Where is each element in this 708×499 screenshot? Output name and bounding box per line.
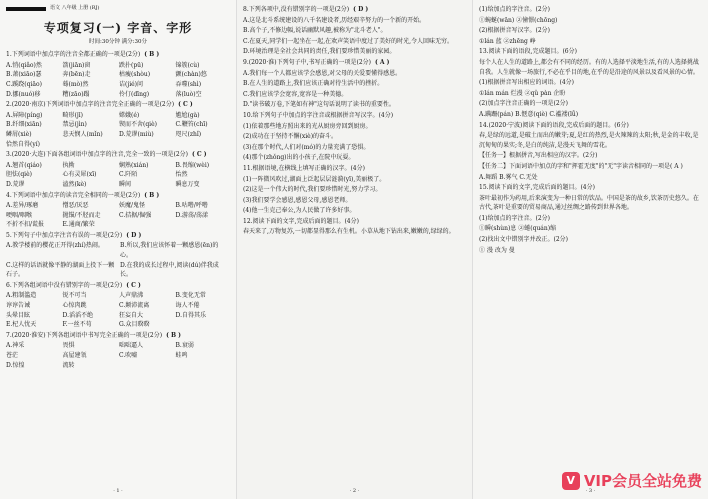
option-item: 狂妄自大: [119, 311, 144, 319]
option-item: 不折不扣/谎报: [6, 221, 45, 229]
header-text: 语文 八年级 上册 (RJ): [50, 5, 100, 12]
option-item: 诲人不倦: [175, 302, 200, 310]
option-item: E.通商/繁荣: [62, 221, 95, 229]
question-item: [6, 50, 230, 60]
question-item: [479, 162, 702, 172]
option-item: A.悄(qiǎo)然: [6, 61, 42, 69]
page-number: · 1 ·: [113, 488, 123, 495]
question-item: [479, 224, 702, 234]
question-stem: ①瞬(shùn)息 ②蜷(quán)缩: [479, 225, 557, 233]
question-stem: 春天来了,万物复苏,一切都显得那么有生机。小草从地下钻出来,嫩嫩的,绿绿的。: [243, 228, 455, 236]
question-item: [6, 331, 230, 341]
question-item: [243, 185, 466, 195]
question-item: [479, 26, 702, 36]
watermark-label: VIP会员全站免费: [583, 472, 702, 490]
question-item: [479, 5, 702, 15]
option-item: B.所以,我们应该怀着一颗感恩(ēn)的心。: [120, 242, 219, 260]
option-item: 瞬息万变: [175, 180, 200, 188]
option-item: D.滔滔不绝: [62, 311, 94, 319]
question-stem: ①蜿蜒(wān) ②憧憬(chōng): [479, 16, 558, 24]
question-list: [6, 50, 230, 370]
page-number: · 3 ·: [585, 488, 596, 495]
question-item: [479, 47, 702, 57]
question-stem: 12.阅读下面的文字,完成后面的题目。(4分): [243, 217, 359, 225]
question-item: [479, 58, 702, 77]
question-item: [6, 191, 230, 201]
option-item: 娴熟(xián): [119, 161, 149, 169]
option-item: A.屏障(píng): [6, 111, 43, 119]
question-stem: A.舞蹈 B.雾气 C.无处: [479, 173, 538, 181]
question-list: [243, 5, 466, 237]
question-stem: 7.(2020·淮安)下列各组词语中书写完全正确的一项是(2分): [6, 331, 163, 339]
question-item: [479, 89, 702, 99]
question-item: [479, 151, 702, 161]
question-stem: (3)在那个时代,人们对(mó)的力量充满了恐惧。: [243, 143, 370, 151]
option-item: 高屋建瓴: [62, 352, 87, 359]
vip-icon: V: [562, 472, 580, 490]
option-item: 咄咄逼人: [119, 342, 144, 350]
question-stem: (4)那个(zhǒng)出的小孩子,在院中玩耍。: [243, 154, 355, 162]
question-stem: ① 漫 改为 曼: [479, 246, 515, 254]
option-grid: [6, 201, 230, 230]
question-item: [479, 183, 702, 193]
answer-mark: ( D ): [353, 6, 369, 13]
question-stem: ①lán 蓝 ②zhēng 峥: [479, 37, 536, 45]
option-item: C.拮据/倔强: [119, 211, 152, 219]
question-stem: ①lán mán 烂漫 ②qǔ pàn 企盼: [479, 89, 566, 97]
option-item: D.挪(nuó)移: [6, 90, 41, 98]
option-grid: [6, 241, 230, 279]
option-item: 枯瘦(shòu): [119, 71, 151, 79]
option-item: C.颠沛流离: [119, 302, 150, 310]
option-item: 锐不可当: [62, 292, 87, 300]
option-item: 心惊肉跳: [62, 302, 87, 310]
question-item: [243, 175, 466, 185]
exam-meta: 时间:30分钟 满分:30分: [89, 38, 147, 45]
question-item: [243, 37, 466, 47]
answer-mark: ( C ): [192, 151, 207, 159]
question-stem: B.高个子,不修边幅,说话幽默风趣,被称为"北斗老人"。: [243, 27, 387, 35]
question-stem: D.环境治理是全社会共同的责任,我们要珍惜美丽的家园。: [243, 48, 396, 56]
option-item: C.鞭笞(chī): [175, 121, 208, 129]
question-item: [479, 78, 702, 88]
question-item: [6, 150, 230, 160]
option-item: 跌扑(pū): [119, 61, 144, 69]
question-stem: (1)依着那些地方照出来的光从厨房旁回到厨房。: [243, 122, 372, 130]
title-box: [6, 21, 230, 35]
question-stem: 14.(2020·宁波)阅读下面的语段,完成后面的题目。(6分): [479, 121, 629, 129]
question-stem: (2)加点字注音正确的一项是(2分): [479, 100, 568, 108]
page-number: · 2 ·: [349, 488, 360, 495]
question-item: [243, 227, 466, 237]
option-item: 嫦娥(é): [119, 111, 140, 119]
option-item: 怡然: [175, 171, 188, 179]
option-item: D.荒谬: [6, 180, 25, 188]
question-stem: A.我们每一个人都应该学会感恩,对父母的关爱要懂得感恩。: [243, 69, 402, 77]
answer-mark: ( B ): [166, 331, 182, 339]
option-item: D.在我的成长过程中,阅读(dú)伴我成长。: [120, 261, 219, 279]
question-item: [243, 79, 466, 89]
option-item: 流转: [62, 361, 75, 369]
option-item: 吞噬(shì): [175, 80, 202, 88]
question-item: [243, 143, 466, 153]
question-item: [479, 246, 702, 256]
option-item: 悲天悯人(mǐn): [62, 130, 103, 138]
option-item: 苍茫: [6, 352, 19, 359]
option-grid: [6, 341, 230, 370]
question-stem: 6.下列各组词语中没有错别字的一项是(2分): [6, 281, 123, 289]
option-item: D.惊惶: [6, 361, 25, 369]
question-item: [243, 132, 466, 142]
question-stem: (1)一阵微风吹过,湖面上泛起层层涟漪(yī),美丽极了。: [243, 175, 386, 183]
question-item: [6, 100, 230, 110]
option-item: 抛锚/不胫而走: [62, 211, 101, 219]
page-header: [6, 4, 230, 14]
option-item: G.众目睽睽: [119, 321, 150, 329]
answer-mark: ( A ): [375, 58, 390, 66]
question-stem: (2)成功在于坚持不懈(xiè)的奋斗。: [243, 133, 338, 141]
question-item: [243, 47, 466, 57]
question-item: [479, 121, 702, 131]
option-grid: [6, 111, 230, 149]
question-item: [243, 100, 466, 110]
question-stem: A.这是北斗系统建设的八千名建设者,历经艰辛努力的一个新的开始。: [243, 16, 426, 24]
question-stem: 茶叶最初作为药用,后来演变为一种日常的饮品。中国是茶的故乡,饮茶历史悠久。在古代,茶叶是重要的贸易商品,通过丝绸之路传到世界各地。: [479, 194, 699, 212]
page-column-2: [236, 0, 472, 499]
question-item: [479, 99, 702, 109]
option-item: A.翘首(qiáo): [6, 161, 42, 169]
question-item: [479, 37, 702, 47]
question-stem: (3)我们要学会感恩,感恩父母,感恩老师。: [243, 196, 352, 204]
option-item: A.神采: [6, 342, 25, 350]
question-stem: 10.给下列句子中加点的字注音或根据拼音写汉字。(4分): [243, 111, 394, 119]
page-title: 专项复习(一) 字音、字形: [43, 21, 193, 35]
question-stem: 11.根据语境,在横线上填写正确的汉字。(4分): [243, 164, 365, 172]
option-item: B.衰弱: [175, 342, 194, 350]
question-item: [243, 122, 466, 132]
question-stem: (1)根据拼音写出相应的词语。(4分): [479, 79, 574, 87]
option-grid: [6, 61, 230, 99]
question-stem: 每个人在人生的道路上,都会有不同的经历。有的人选择平淡地生活,有的人选择挑战自我。人生就像一场旅行,不必在乎目的地,在乎的是沿途的风景以及看风景的心情。: [479, 58, 699, 76]
question-stem: 3.(2020·大连)下面各组词语中加点字的注音,完全一致的一项是(2分): [6, 151, 188, 159]
option-item: B.纤细(xiān): [6, 121, 42, 129]
option-item: 蓦(mò)然: [62, 80, 89, 88]
question-stem: 【任务一】根据拼音,写出相应的汉字。(2分): [479, 152, 598, 160]
option-item: D.自得其乐: [175, 311, 207, 319]
option-item: 锦簇(cù): [175, 61, 200, 69]
option-item: D.游荡/荡漾: [175, 211, 209, 219]
option-item: 人声鼎沸: [119, 292, 144, 300]
question-stem: (2)这是一个伟大的时代,我们要珍惜时光,努力学习。: [243, 186, 382, 194]
option-item: 胆怯(qiè): [6, 171, 32, 179]
question-item: [243, 16, 466, 26]
option-item: 尴尬(gà): [175, 111, 200, 119]
option-item: 糟(zāo)蹋: [62, 90, 90, 98]
question-stem: (2)找出文中错别字并改正。(2分): [479, 236, 568, 244]
question-stem: (1)给加点的字注音。(2分): [479, 6, 550, 13]
answer-mark: ( B ): [144, 51, 160, 59]
question-stem: C.我们应该学会宽容,宽容是一种美德。: [243, 90, 348, 98]
option-item: A.教学楼前的樱花正开得(zhí)热闹。: [6, 242, 104, 250]
option-item: 伶仃(dīng): [119, 90, 150, 98]
option-grid: [6, 161, 230, 190]
option-item: B.变化无常: [175, 292, 206, 300]
question-item: [479, 16, 702, 26]
option-item: B.咕噜/呼噜: [175, 202, 208, 210]
option-item: 落(luò)空: [175, 90, 202, 98]
option-item: 谆谆告诫: [6, 302, 31, 310]
option-item: E.杞人忧天: [6, 321, 37, 329]
question-item: [479, 194, 702, 213]
question-item: [243, 217, 466, 227]
question-list: [479, 5, 702, 255]
question-item: [243, 196, 466, 206]
question-item: [6, 281, 230, 291]
question-item: [243, 90, 466, 100]
question-stem: B.在人生的道路上,我们应该正确对待生活中的挫折。: [243, 80, 384, 88]
question-item: [479, 131, 702, 150]
question-stem: 5.下列句子中加点字注音有误的一项是(2分): [6, 231, 123, 239]
option-item: 哽咽/咽喉: [6, 211, 33, 219]
question-item: [243, 111, 466, 121]
option-item: 咫尺(zhǐ): [175, 130, 202, 138]
option-item: 禁忌(jìn): [62, 121, 87, 129]
question-item: [243, 164, 466, 174]
answer-mark: ( C ): [126, 281, 141, 289]
question-item: [6, 231, 230, 241]
option-item: C.吹嘘: [119, 352, 138, 359]
question-item: [479, 235, 702, 245]
question-stem: 13.阅读下面的语段,完成题目。(6分): [479, 48, 577, 56]
option-item: 执拗: [62, 161, 75, 169]
answer-mark: ( B ): [144, 191, 160, 199]
question-stem: 4.下列词语中加点字的读音完全相同的一项是(2分): [6, 191, 141, 199]
question-stem: 2.(2020·南京)下列词语中加点字的注音完全正确的一项是(2分): [6, 101, 175, 109]
question-stem: A.蹒跚(pán) B.惬意(qiè) C.褴褛(lǚ): [479, 110, 579, 118]
option-item: F.一丝不苟: [62, 321, 92, 329]
option-item: C.蹊跷(qiāo): [6, 80, 42, 88]
option-item: 箭(jiān)窗: [62, 61, 91, 69]
option-item: B.畏缩(wèi): [175, 161, 210, 169]
question-stem: D."读书破万卷,下笔如有神"这句话说明了读书的重要性。: [243, 101, 395, 109]
vip-watermark[interactable]: [562, 470, 702, 491]
option-item: 锲而不舍(qiè): [119, 121, 157, 129]
option-item: A.差异/琢磨: [6, 202, 39, 210]
question-item: [243, 26, 466, 36]
question-stem: 15.阅读下面的文字,完成后面的题目。(4分): [479, 184, 595, 192]
question-item: [479, 214, 702, 224]
option-item: 头晕目眩: [6, 311, 31, 319]
option-item: A.粗制滥造: [6, 292, 37, 300]
option-item: 蛙鸣: [175, 352, 188, 359]
question-item: [479, 110, 702, 120]
question-stem: 9.(2020·淮)下列句子中,书写正确的一项是(2分): [243, 58, 371, 66]
option-item: 恰然自得(yí): [6, 140, 40, 148]
question-stem: (2)根据拼音写汉字。(2分): [479, 27, 550, 35]
question-item: [479, 173, 702, 183]
question-item: [243, 5, 466, 15]
question-stem: 1.下列词语中加点字的注音全都正确的一项是(2分): [6, 51, 141, 59]
answer-mark: ( D ): [126, 231, 142, 239]
option-item: C.阡陌: [119, 171, 138, 179]
question-item: [243, 58, 466, 68]
option-item: 溘然(kè): [62, 180, 87, 188]
page-column-1: [0, 0, 236, 499]
question-stem: C.在夏天,同学们一起坐在一起,在欢声笑语中度过了美好的时光,令人回味无穷。: [243, 37, 454, 45]
page-column-3: [472, 0, 708, 499]
question-stem: (1)给加点的字注音。(2分): [479, 214, 550, 222]
option-grid: [6, 291, 230, 329]
option-item: 憎恶/厌恶: [62, 202, 89, 210]
option-item: 畸形(jī): [62, 111, 83, 119]
option-item: B.萧(xiāo)瑟: [6, 71, 42, 79]
option-item: 颤(chàn)悠: [175, 71, 207, 79]
question-item: [243, 206, 466, 216]
option-item: 鳞屑(xiè): [6, 130, 32, 138]
option-item: 畏惧: [62, 342, 75, 350]
option-item: D.荒谬(miù): [119, 130, 154, 138]
question-item: [243, 153, 466, 163]
question-stem: 春,是绿的远道,是破土而出的嫩芽;夏,是红的热烈,是火辣辣的太阳;秋,是金的丰收,是沉甸甸的果实;冬,是白的纯洁,是漫天飞舞的雪花。: [479, 132, 699, 149]
option-item: 妖魔/鬼怪: [119, 202, 146, 210]
question-stem: 8.下列各项中,没有错别字的一项是(2分): [243, 6, 350, 13]
option-item: C.这样的话语就像平静的湖面上投下一颗石子。: [6, 261, 115, 279]
option-item: 心有灵犀(xī): [62, 171, 97, 179]
question-stem: (4)他一生克己奉公,为人民做了许多好事。: [243, 207, 356, 215]
option-item: 奔(bēn)走: [62, 71, 91, 79]
question-stem: 【任务二】下面词语中加点的字和"挥霍无度"的"无"字读音相同的一项是( A ): [479, 162, 683, 170]
header-bar: [6, 7, 46, 11]
question-item: [243, 69, 466, 79]
option-item: 瞬间: [119, 180, 132, 188]
answer-mark: ( C ): [178, 101, 193, 109]
option-item: 诘(jié)问: [119, 80, 144, 88]
